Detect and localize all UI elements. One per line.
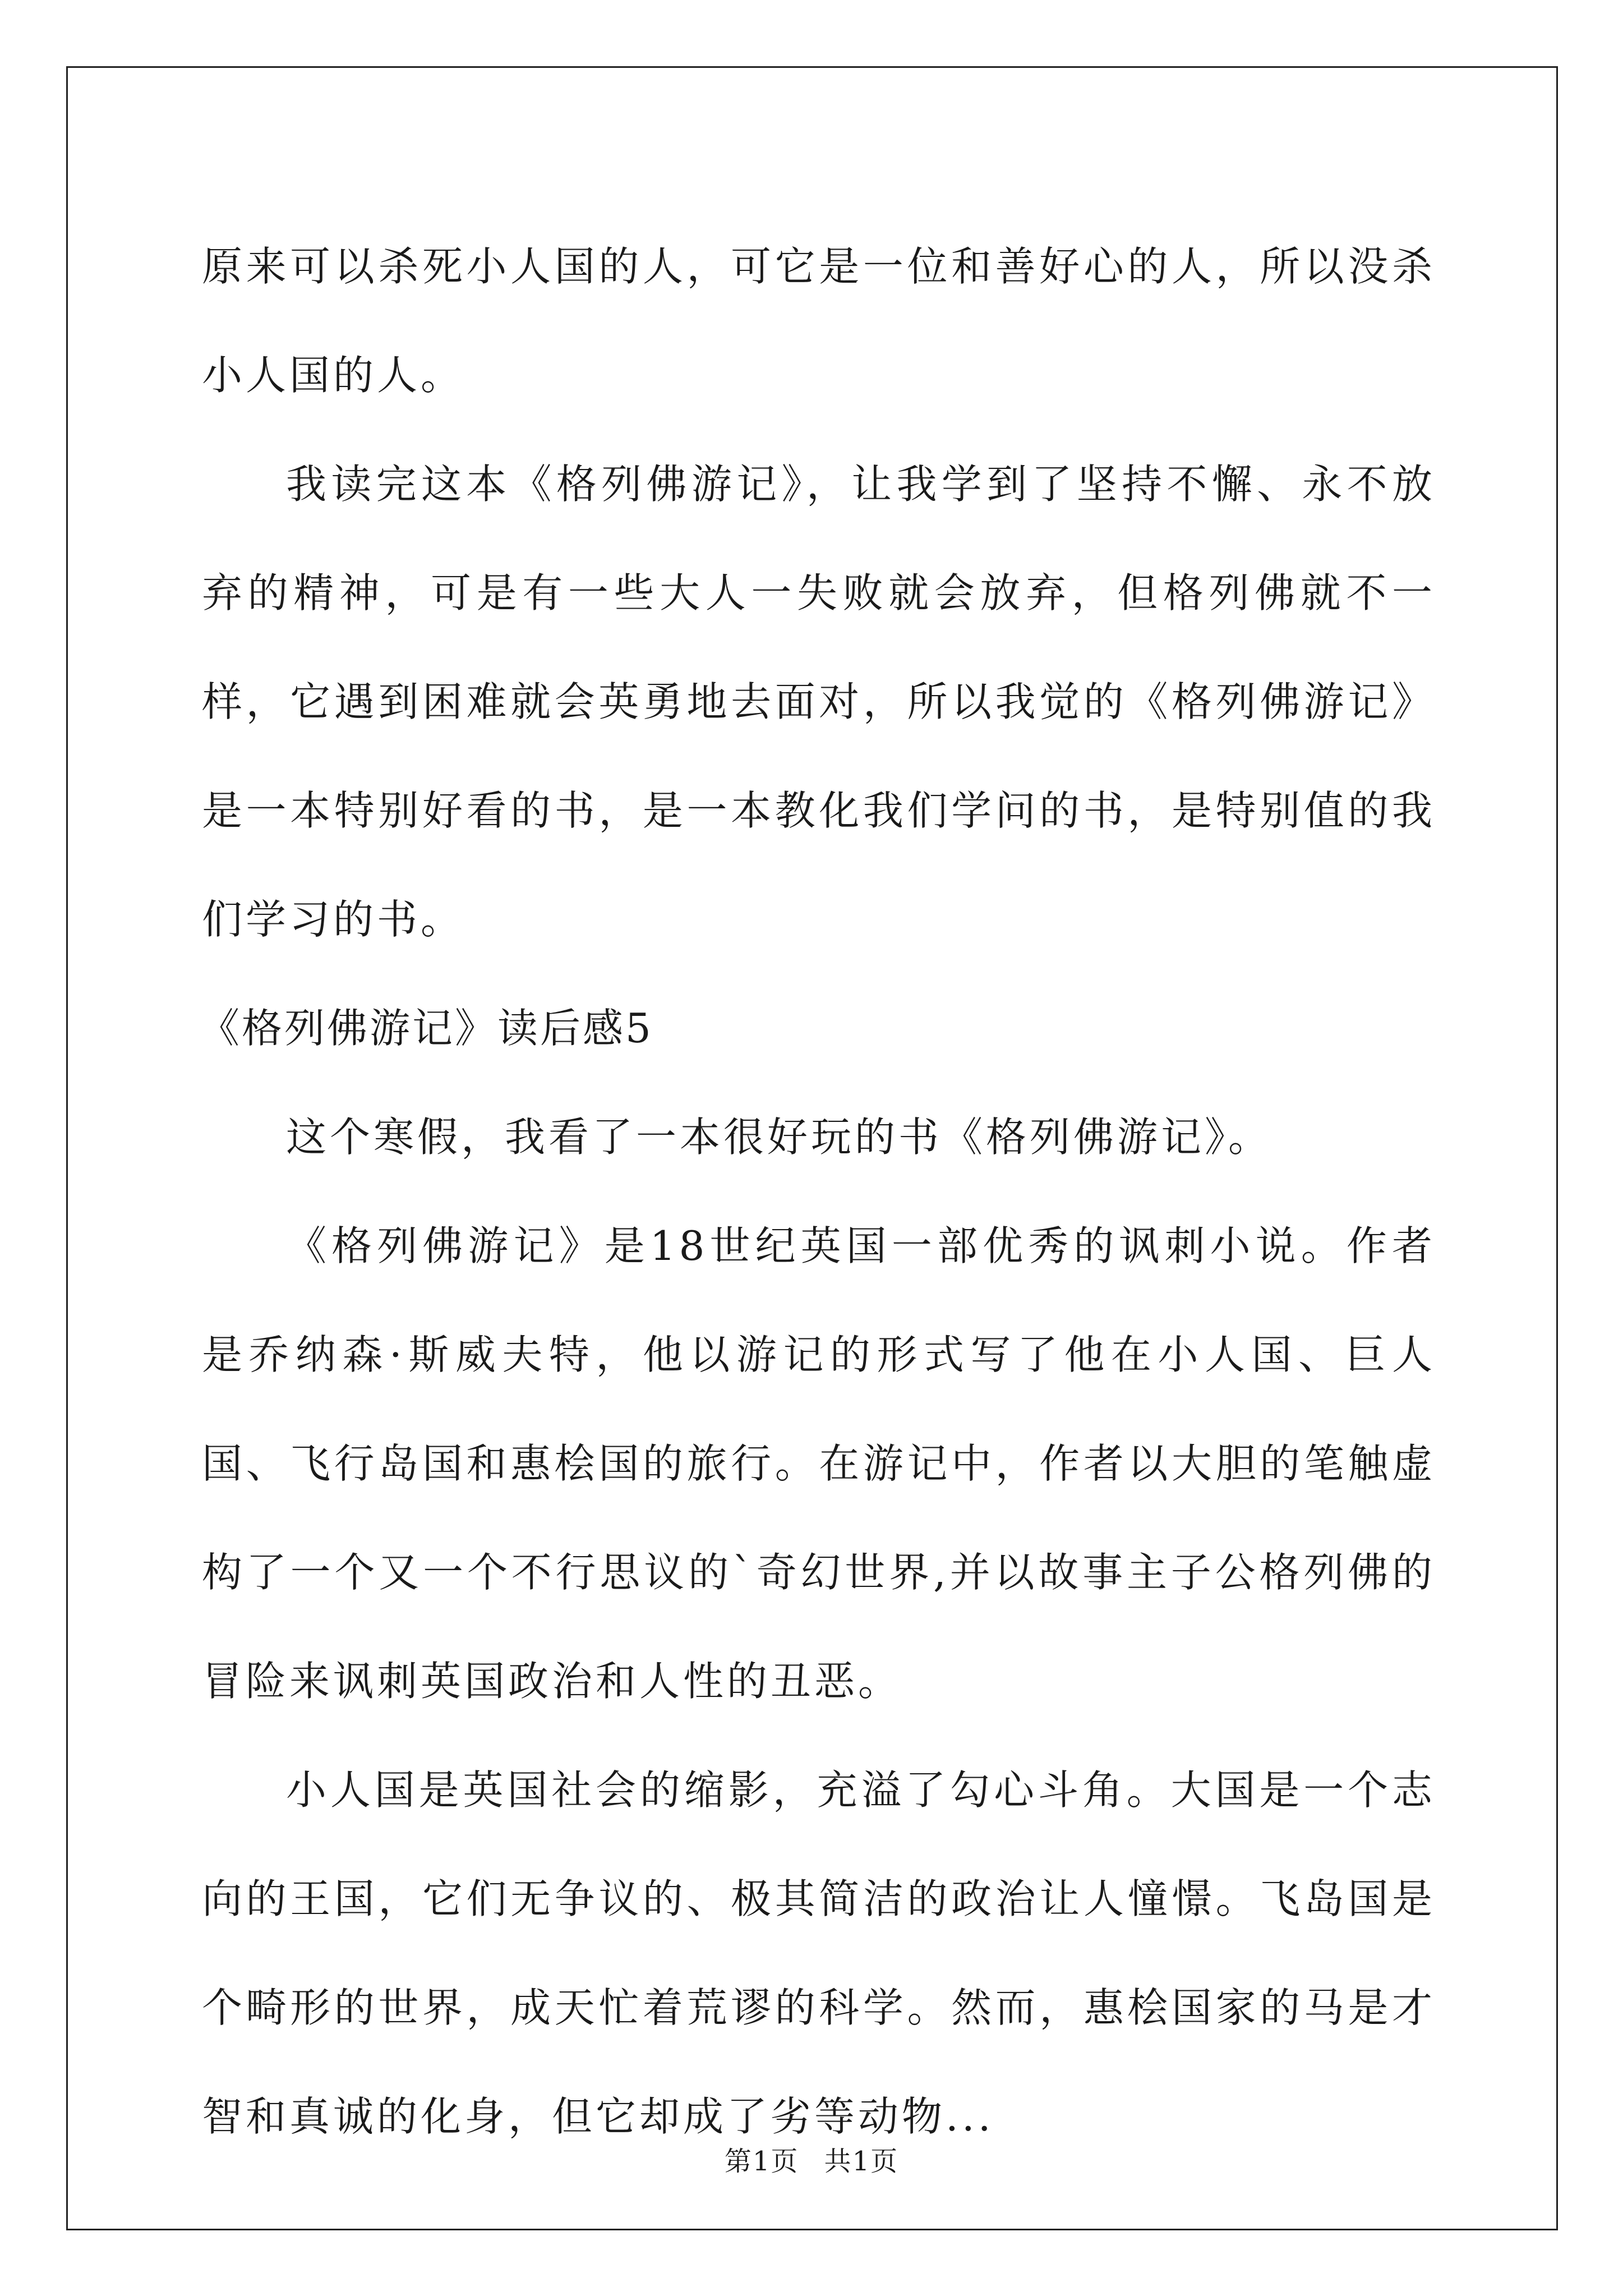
paragraph: 这个寒假，我看了一本很好玩的书《格列佛游记》。: [286, 1114, 1272, 1161]
page-total: 共1页: [824, 2146, 899, 2177]
page-footer: [0, 2139, 1623, 2178]
paragraph: 小人国是英国社会的缩影，充溢了勾心斗角。大国是一个志向的王国，它们无争议的、极其简洁的政治让人憧憬。飞岛国是个畸形的世界，成天忙着荒谬的科学。然而，惠桧国家的马是才智和真诚的化身，但它却成了劣等动物...: [202, 1766, 1436, 2140]
page-number: 第1页: [724, 2146, 799, 2177]
document-body: [199, 212, 1436, 2171]
section-heading: 《格列佛游记》读后感5: [199, 1005, 653, 1052]
paragraph: 原来可以杀死小人国的人，可它是一位和善好心的人，所以没杀小人国的人。: [202, 243, 1436, 399]
paragraph: 《格列佛游记》是18世纪英国一部优秀的讽刺小说。作者是乔纳森·斯威夫特，他以游记的形式写了他在小人国、巨人国、飞行岛国和惠桧国的旅行。在游记中，作者以大胆的笔触虚构了一个又一个不行思议的`奇幻世界,并以故事主子公格列佛的冒险来讽刺英国政治和人性的丑恶。: [202, 1222, 1436, 1705]
paragraph: 我读完这本《格列佛游记》，让我学到了坚持不懈、永不放弃的精神，可是有一些大人一失败就会放弃，但格列佛就不一样，它遇到困难就会英勇地去面对，所以我觉的《格列佛游记》是一本特别好看的书，是一本教化我们学问的书，是特别值的我们学习的书。: [202, 461, 1436, 943]
